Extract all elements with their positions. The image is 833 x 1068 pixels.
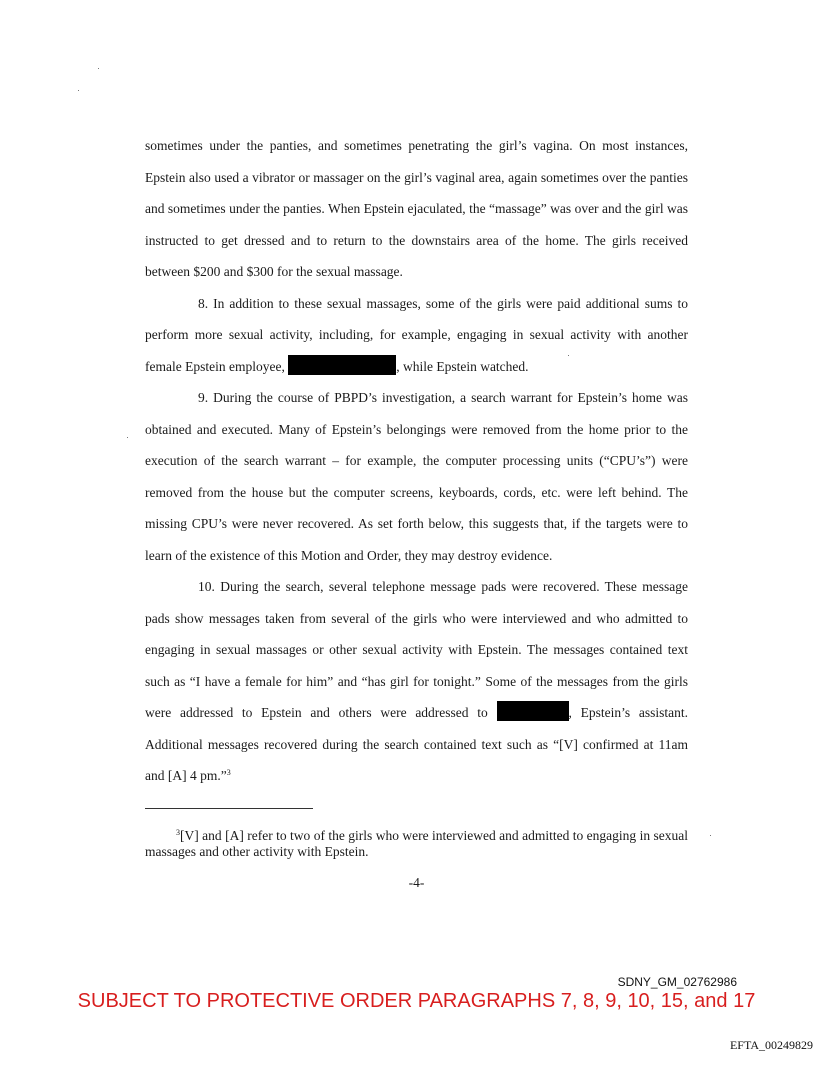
paragraph-8 — [145, 288, 688, 383]
footnote-reference: 3 — [226, 768, 231, 777]
protective-order-stamp: SUBJECT TO PROTECTIVE ORDER PARAGRAPHS 7, 8, 9, 10, 15, and 17 — [77, 990, 756, 1012]
redaction-box — [288, 355, 396, 375]
scan-speck — [127, 437, 128, 438]
paragraph-10-text-end: , Epstein’s assistant. Additional messages recovered during the search contained text such as “[V] confirmed at 11am and [A] 4 pm.” — [145, 705, 688, 783]
efta-number: EFTA_00249829 — [729, 1038, 813, 1052]
page-number: -4- — [408, 875, 425, 890]
scan-speck — [78, 90, 79, 91]
scan-speck — [98, 68, 99, 69]
paragraph-8-text-end: , while Epstein watched. — [396, 358, 529, 374]
paragraph-10-text-start: 10. During the search, several telephone message pads were recovered. These message pads show messages taken from several of the girls who were interviewed and who admitted to engaging in sexual massages or other sexual activity with Epstein. The messages contained text such as “I have a female for him” and “has girl for tonight.” Some of the messages from the girls were addressed to Epstein and others were addressed to — [145, 579, 688, 720]
scan-speck — [568, 355, 569, 356]
scan-speck — [710, 835, 711, 836]
redaction-box — [497, 701, 569, 721]
paragraph-10 — [145, 571, 688, 792]
footnote-divider — [145, 808, 313, 809]
paragraph-7-continued: sometimes under the panties, and sometimes penetrating the girl’s vagina. On most instances, Epstein also used a vibrator or massager on the girl’s vaginal area, again sometimes over the panties and sometimes under the panties. When Epstein ejaculated, the “massage” was over and the girl was instructed to get dressed and to return to the downstairs area of the home. The girls received between $200 and $300 for the sexual massage. — [145, 138, 688, 279]
paragraph-9: 9. During the course of PBPD’s investigation, a search warrant for Epstein’s home was obtained and executed. Many of Epstein’s belongings were removed from the home prior to the execution of the search warrant – for example, the computer processing units (“CPU’s”) were removed from the house but the computer screens, keyboards, cords, etc. were left behind. The missing CPU’s were never recovered. As set forth below, this suggests that, if the targets were to learn of the existence of this Motion and Order, they may destroy evidence. — [145, 390, 688, 563]
footnote — [145, 828, 688, 860]
footnote-text: [V] and [A] refer to two of the girls who were interviewed and admitted to engaging in sexual massages and other activity with Epstein. — [145, 828, 688, 859]
bates-number: SDNY_GM_02762986 — [617, 975, 737, 989]
footnote-number: 3 — [176, 828, 180, 837]
document-body — [145, 130, 688, 792]
paragraph-8-text-start: 8. In addition to these sexual massages, some of the girls were paid additional sums to perform more sexual activity, including, for example, engaging in sexual activity with another female Epstein employee, — [145, 295, 688, 374]
